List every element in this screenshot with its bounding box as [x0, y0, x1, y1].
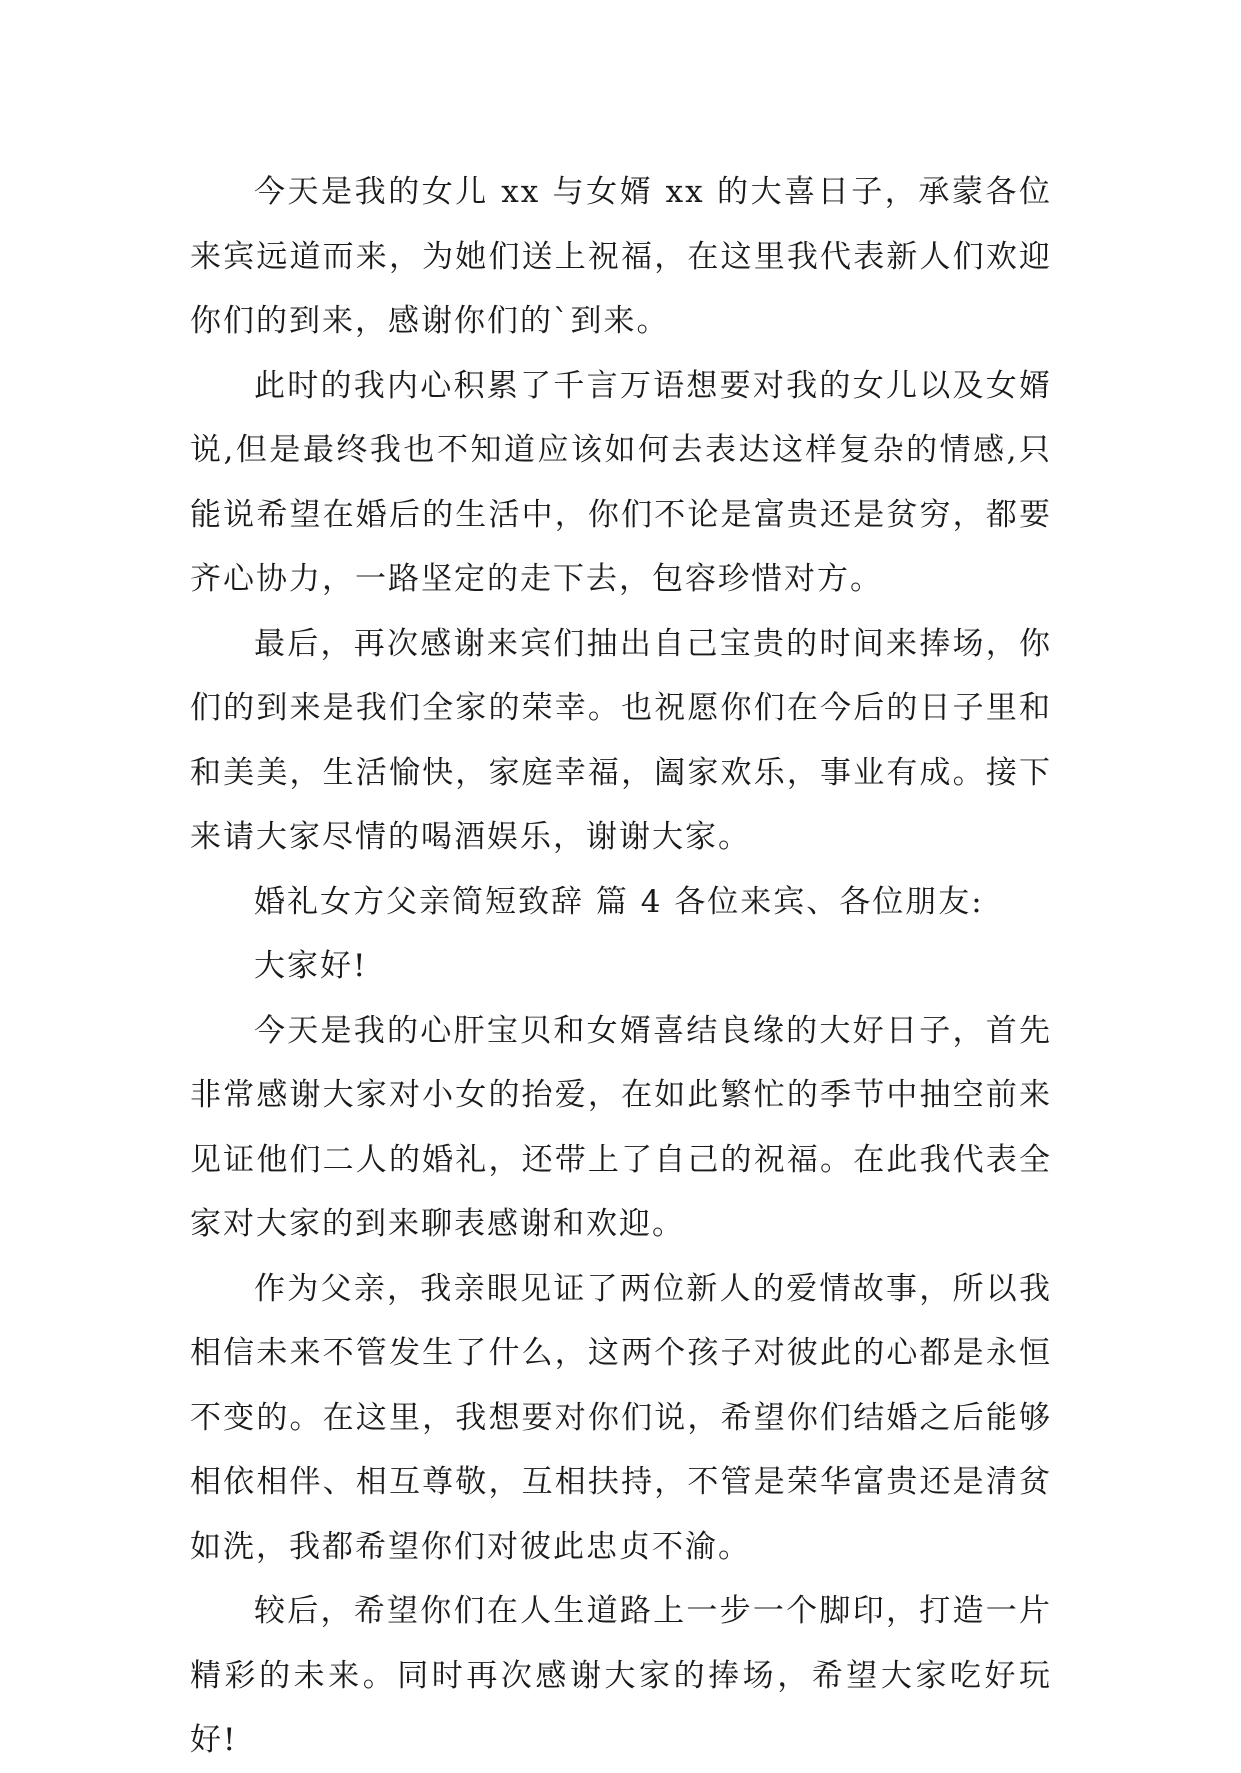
paragraph-1: 今天是我的女儿 xx 与女婿 xx 的大喜日子，承蒙各位来宾远道而来，为她们送上祝福，在这里我代表新人们欢迎你们的到来，感谢你们的`到来。: [190, 174, 1052, 339]
paragraph-8: 较后，希望你们在人生道路上一步一个脚印，打造一片精彩的未来。同时再次感谢大家的捧场，希望大家吃好玩好!: [190, 1593, 1052, 1758]
document-body: [190, 160, 1052, 1773]
paragraph-6: 今天是我的心肝宝贝和女婿喜结良缘的大好日子，首先非常感谢大家对小女的抬爱，在如此繁忙的季节中抽空前来见证他们二人的婚礼，还带上了自己的祝福。在此我代表全家对大家的到来聊表感谢和欢迎。: [190, 1012, 1052, 1242]
section-heading: 婚礼女方父亲简短致辞 篇 4 各位来宾、各位朋友:: [254, 883, 984, 920]
paragraph-2: 此时的我内心积累了千言万语想要对我的女儿以及女婿说,但是最终我也不知道应该如何去表达这样复杂的情感,只能说希望在婚后的生活中，你们不论是富贵还是贫穷，都要齐心协力，一路坚定的走下去，包容珍惜对方。: [190, 367, 1052, 597]
greeting-line: 大家好!: [254, 948, 368, 984]
paragraph-3: 最后，再次感谢来宾们抽出自己宝贵的时间来捧场，你们的到来是我们全家的荣幸。也祝愿你们在今后的日子里和和美美，生活愉快，家庭幸福，阖家欢乐，事业有成。接下来请大家尽情的喝酒娱乐，谢谢大家。: [190, 625, 1052, 855]
paragraph-7: 作为父亲，我亲眼见证了两位新人的爱情故事，所以我相信未来不管发生了什么，这两个孩子对彼此的心都是永恒不变的。在这里，我想要对你们说，希望你们结婚之后能够相依相伴、相互尊敬，互相扶持，不管是荣华富贵还是清贫如洗，我都希望你们对彼此忠贞不渝。: [190, 1270, 1052, 1565]
